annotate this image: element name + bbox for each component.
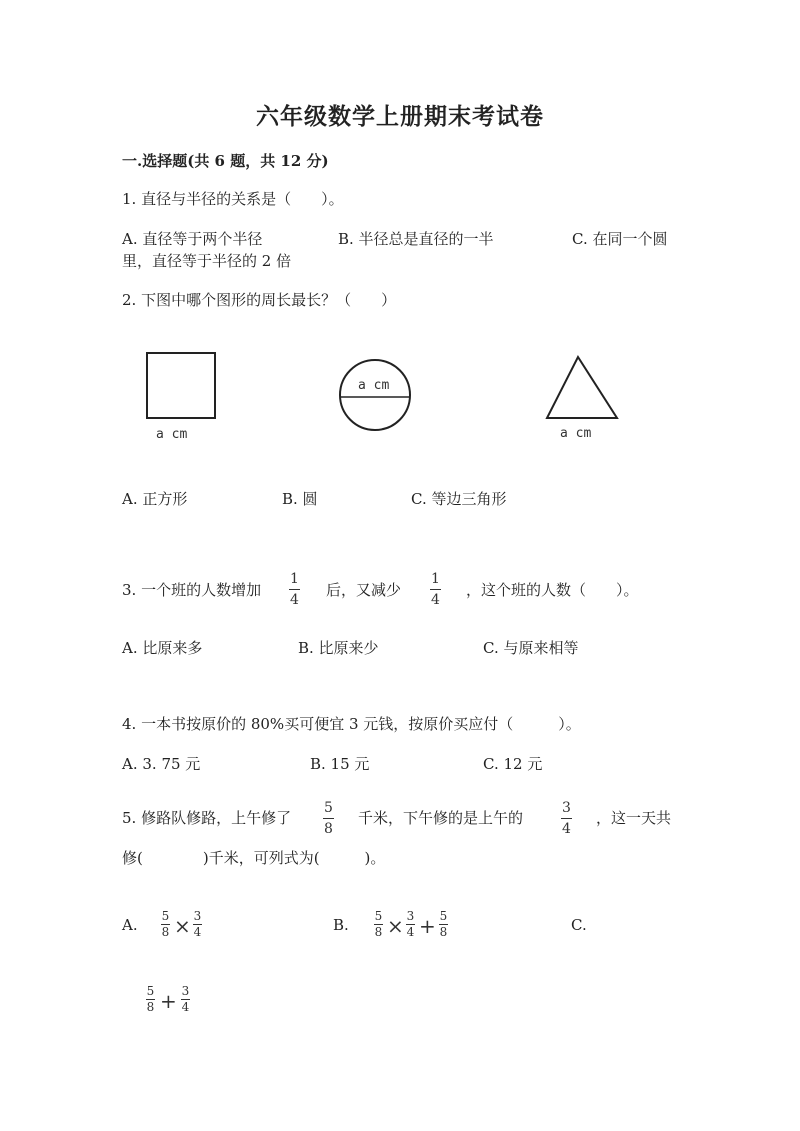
q5-b-operator-1: × — [387, 914, 404, 938]
q5-b-fraction-3 — [439, 910, 448, 939]
q3-option-c[interactable]: C. 与原来相等 — [483, 639, 579, 657]
q1-option-c[interactable]: C. 在同一个圆 — [572, 230, 668, 248]
q5-fraction-1 — [323, 800, 334, 837]
triangle-label: a cm — [560, 426, 592, 441]
q5-stem-part1: 5. 修路队修路，上午修了 — [122, 809, 292, 827]
circle-shape — [340, 360, 410, 430]
q5-b-fraction-1 — [374, 910, 383, 939]
circle-label: a cm — [358, 378, 390, 393]
q5-c-fraction-1 — [146, 985, 155, 1014]
q5-a-fraction-1 — [161, 910, 170, 939]
denominator: 8 — [146, 1000, 155, 1014]
q5-option-b-label[interactable]: B. — [333, 916, 349, 934]
q4-option-c[interactable]: C. 12 元 — [483, 755, 543, 773]
numerator: 3 — [406, 909, 415, 923]
q3-stem-part2: 后，又减少 — [326, 581, 402, 599]
section-heading: 一.选择题(共 6 题，共 12 分) — [122, 152, 329, 170]
q3-option-b[interactable]: B. 比原来少 — [298, 639, 379, 657]
q3-frac1-numerator: 1 — [290, 571, 299, 587]
page-title: 六年级数学上册期末考试卷 — [256, 103, 544, 130]
q2-option-c[interactable]: C. 等边三角形 — [411, 490, 507, 508]
q4-option-b[interactable]: B. 15 元 — [310, 755, 370, 773]
q1-option-b[interactable]: B. 半径总是直径的一半 — [338, 230, 494, 248]
q5-a-fraction-2 — [193, 910, 202, 939]
q5-frac1-denominator: 8 — [324, 821, 333, 837]
numerator: 5 — [146, 984, 155, 998]
q3-frac1-denominator: 4 — [290, 592, 299, 608]
q2-option-b[interactable]: B. 圆 — [282, 490, 318, 508]
denominator: 8 — [439, 925, 448, 939]
triangle-figure — [540, 350, 630, 445]
numerator: 5 — [439, 909, 448, 923]
denominator: 4 — [181, 1000, 190, 1014]
square-label: a cm — [156, 427, 188, 442]
q2-option-a[interactable]: A. 正方形 — [122, 490, 188, 508]
q4-stem: 4. 一本书按原价的 80%买可便宜 3 元钱，按原价买应付（ ）。 — [122, 715, 581, 733]
q3-stem-part3: ，这个班的人数（ ）。 — [466, 581, 639, 599]
q5-b-fraction-2 — [406, 910, 415, 939]
q5-frac2-denominator: 4 — [562, 821, 571, 837]
triangle-shape — [547, 357, 617, 418]
denominator: 8 — [374, 925, 383, 939]
q5-stem-part3: ，这一天共 — [596, 809, 672, 827]
numerator: 3 — [181, 984, 190, 998]
q5-b-operator-2: + — [419, 914, 436, 938]
q3-fraction-2 — [430, 571, 441, 608]
denominator: 4 — [406, 925, 415, 939]
q4-option-a[interactable]: A. 3. 75 元 — [122, 755, 201, 773]
q5-a-operator: × — [174, 914, 191, 938]
circle-figure — [335, 355, 415, 435]
q5-frac1-numerator: 5 — [324, 800, 333, 816]
q5-c-fraction-2 — [181, 985, 190, 1014]
q1-option-c-continued: 里，直径等于半径的 2 倍 — [122, 252, 292, 270]
denominator: 4 — [193, 925, 202, 939]
q3-frac2-numerator: 1 — [431, 571, 440, 587]
q3-fraction-1 — [289, 571, 300, 608]
q5-stem-line2: 修( )千米，可列式为( )。 — [122, 849, 386, 867]
q3-stem-part1: 3. 一个班的人数增加 — [122, 581, 262, 599]
q5-frac2-numerator: 3 — [562, 800, 571, 816]
q3-frac2-denominator: 4 — [431, 592, 440, 608]
q1-stem: 1. 直径与半径的关系是（ ）。 — [122, 190, 344, 208]
numerator: 3 — [193, 909, 202, 923]
denominator: 8 — [161, 925, 170, 939]
q5-stem-part2: 千米，下午修的是上午的 — [358, 809, 524, 827]
q5-option-c-label[interactable]: C. — [571, 916, 587, 934]
square-figure — [140, 345, 230, 445]
q1-option-a[interactable]: A. 直径等于两个半径 — [122, 230, 263, 248]
q5-fraction-2 — [561, 800, 572, 837]
q3-option-a[interactable]: A. 比原来多 — [122, 639, 203, 657]
q5-option-a-label[interactable]: A. — [122, 916, 138, 934]
numerator: 5 — [374, 909, 383, 923]
numerator: 5 — [161, 909, 170, 923]
q2-stem: 2. 下图中哪个图形的周长最长？（ ） — [122, 291, 397, 309]
q5-c-operator: + — [160, 989, 177, 1013]
square-shape — [147, 353, 215, 418]
